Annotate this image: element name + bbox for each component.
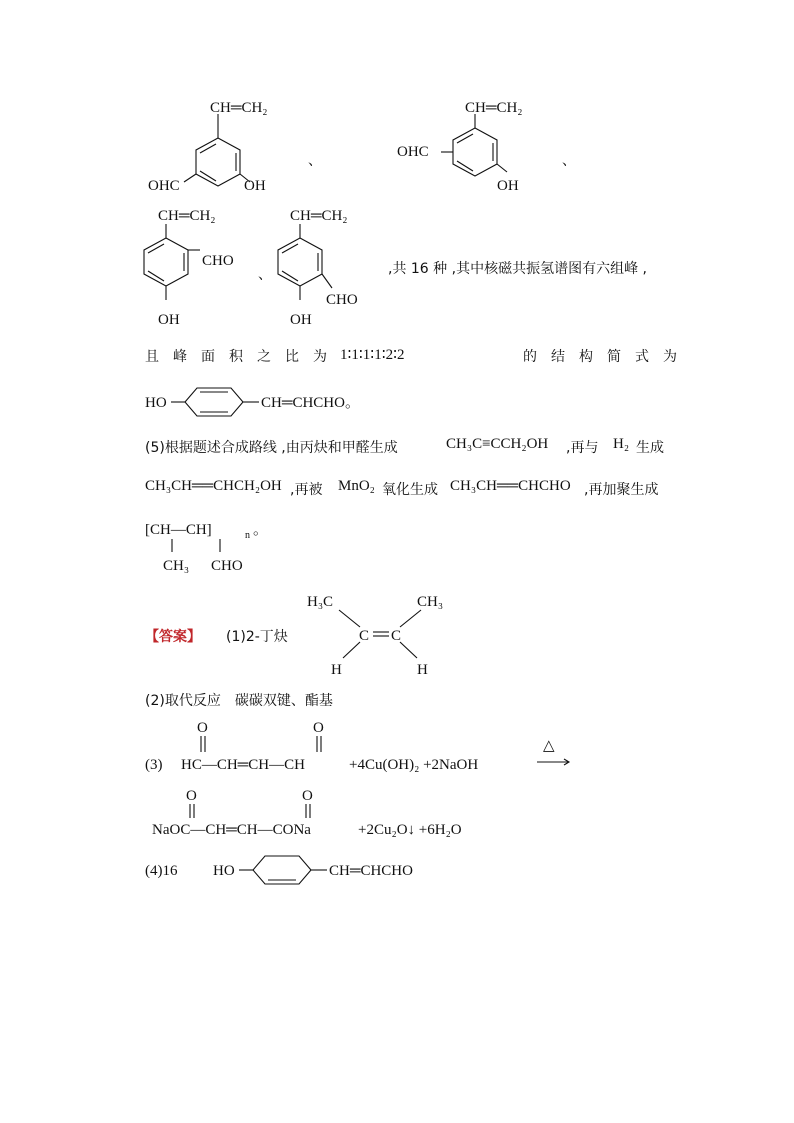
reaction-3: [145, 716, 585, 776]
answer-4-label: (4)16: [145, 863, 178, 879]
aldehyde-label: OHC: [148, 178, 180, 194]
step5-then: ,再与: [566, 440, 599, 456]
butynol-formula: CH₃C≡CCH₂OH: [446, 436, 549, 452]
polymer-chain: [CH—CH]: [145, 522, 212, 538]
step5-oxidation: 氧化生成: [382, 482, 438, 498]
benzene-structure-1: [140, 90, 300, 200]
answer-1: (1)2-丁炔: [226, 629, 288, 645]
cis-2-butene-structure: [305, 590, 465, 680]
reactant-formula: HC—CH═CH—CH: [181, 757, 305, 773]
separator: 、: [562, 153, 576, 169]
oxygen-label: O: [302, 788, 313, 804]
separator: 、: [258, 267, 272, 283]
aldehyde-label: CHO: [326, 292, 358, 308]
step5-polymerize: ,再加聚生成: [584, 482, 659, 498]
propenal-label: CH═CHCHO: [329, 863, 413, 879]
answer-3-label: (3): [145, 757, 163, 773]
ratio-lead: 且峰面积之比为: [145, 349, 341, 365]
oxygen-label: O: [186, 788, 197, 804]
hydroxyl-label: HO: [145, 395, 167, 411]
hydroxyl-label: HO: [213, 863, 235, 879]
polymer-n: n: [245, 530, 250, 541]
butenol-formula: CH₃CH══CHCH₂OH: [145, 478, 282, 494]
step5-intro: (5)根据题述合成路线 ,由丙炔和甲醛生成: [145, 440, 398, 456]
hydroxyl-label: OH: [290, 312, 312, 328]
ratio-trail: 的结构简式为: [523, 349, 691, 365]
mno2-formula: MnO₂: [338, 478, 375, 494]
reagents: +4Cu(OH)₂ +2NaOH: [349, 757, 479, 773]
count-statement: ,共 16 种 ,其中核磁共振氢谱图有六组峰 ,: [388, 261, 647, 277]
step5-forms: 生成: [636, 440, 664, 456]
benzene-structure-4: [270, 200, 400, 330]
vinyl-label: CH═CH₂: [290, 208, 348, 224]
methyl-label: CH₃: [163, 558, 190, 574]
vinyl-label: CH═CH₂: [158, 208, 216, 224]
polymer-structure: [145, 512, 285, 577]
byproducts: +2Cu₂O↓ +6H₂O: [358, 822, 462, 838]
carbon-label: C: [391, 628, 402, 644]
methyl-label: H₃C: [307, 594, 334, 610]
methyl-label: CH₃: [417, 594, 444, 610]
aldehyde-label: CHO: [202, 253, 234, 269]
answer-tag: 【答案】: [145, 629, 201, 645]
reaction-3-products: [150, 784, 550, 836]
oxygen-label: O: [197, 720, 208, 736]
crotonaldehyde-formula: CH₃CH══CHCHO: [450, 478, 571, 494]
step5-oxidized-by: ,再被: [290, 482, 323, 498]
carbon-label: C: [359, 628, 370, 644]
separator: 、: [308, 153, 322, 169]
aldehyde-label: OHC: [397, 144, 429, 160]
hydroxyl-label: OH: [158, 312, 180, 328]
oxygen-label: O: [313, 720, 324, 736]
hydroxyl-label: OH: [244, 178, 266, 194]
benzene-structure-3: [140, 200, 270, 330]
hydroxyl-label: OH: [497, 178, 519, 194]
para-hydroxycinnamaldehyde-structure: [145, 382, 405, 422]
propenal-label: CH═CHCHO。: [261, 395, 360, 411]
hydrogen-formula: H₂: [613, 436, 630, 452]
aldehyde-label: CHO: [211, 558, 243, 574]
vinyl-label: CH═CH₂: [210, 100, 268, 116]
heat-condition: △: [543, 738, 555, 754]
answer-2: (2)取代反应 碳碳双键、酯基: [145, 693, 333, 709]
polymer-period: 。: [253, 522, 269, 538]
benzene-structure-2: [395, 90, 565, 200]
vinyl-label: CH═CH₂: [465, 100, 523, 116]
peak-ratio: 1∶1∶1∶1∶2∶2: [340, 347, 405, 363]
hydrogen-label: H: [417, 662, 428, 678]
product-formula: NaOC—CH═CH—CONa: [152, 822, 311, 838]
hydrogen-label: H: [331, 662, 342, 678]
answer-4-structure: [145, 850, 465, 890]
